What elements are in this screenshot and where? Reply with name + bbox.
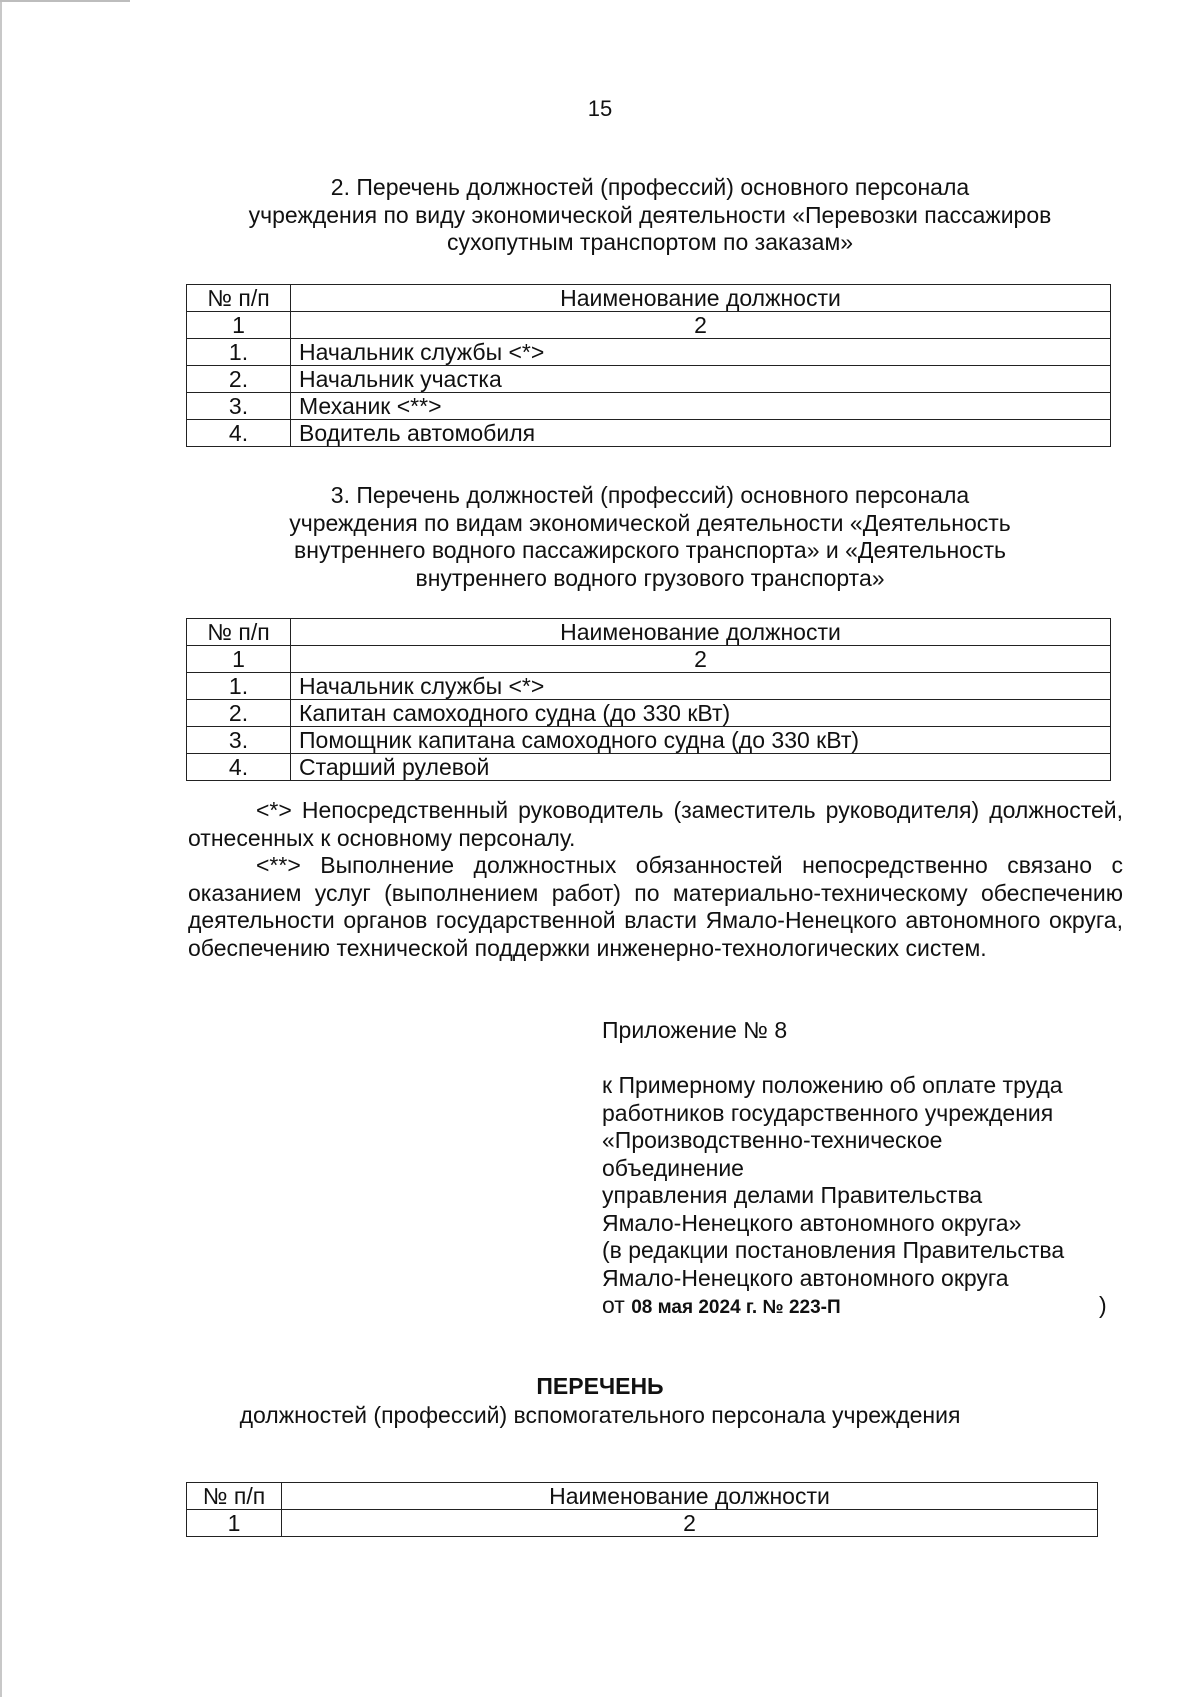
appendix-line: управления делами Правительства bbox=[602, 1182, 983, 1208]
position-name: Водитель автомобиля bbox=[291, 420, 1111, 447]
table-header-row bbox=[187, 1483, 1098, 1510]
footnote-double-asterisk: <**> Выполнение должностных обязанностей непосредственно связано с оказанием услуг (выполнением работ) по материально-техническому обеспечению деятельности органов государственной власти Ямало-Ненецкого автономного округа, обеспечению технической поддержки инженерно-технологических систем. bbox=[188, 852, 1123, 961]
column-header-num: № п/п bbox=[187, 285, 291, 312]
row-number: 1. bbox=[187, 339, 291, 366]
section2-title-line: 2. Перечень должностей (профессий) основного персонала bbox=[330, 174, 970, 200]
appendix-line: Ямало-Ненецкого автономного округа bbox=[602, 1264, 1009, 1291]
section3-title bbox=[186, 482, 1114, 592]
section3-table bbox=[186, 618, 1111, 781]
footnote-single-asterisk: <*> Непосредственный руководитель (заместитель руководителя) должностей, отнесенных к основному персоналу. bbox=[188, 797, 1123, 851]
row-number: 2. bbox=[187, 700, 291, 727]
footnotes bbox=[188, 797, 1123, 962]
appendix-line: «Производственно-техническое bbox=[602, 1127, 943, 1153]
row-number: 3. bbox=[187, 393, 291, 420]
table-row bbox=[187, 366, 1111, 393]
index-cell: 1 bbox=[187, 646, 291, 673]
section2-table bbox=[186, 284, 1111, 447]
position-name: Начальник службы <*> bbox=[291, 339, 1111, 366]
index-cell: 2 bbox=[291, 312, 1111, 339]
page-number: 15 bbox=[587, 96, 613, 121]
section2-title-line: сухопутным транспортом по заказам» bbox=[446, 229, 854, 255]
row-number: 4. bbox=[187, 754, 291, 781]
date-prefix: от bbox=[602, 1292, 625, 1318]
section3-title-line: учреждения по видам экономической деятельности «Деятельность bbox=[289, 509, 1011, 536]
position-name: Старший рулевой bbox=[291, 754, 1111, 781]
table-header-row bbox=[187, 285, 1111, 312]
position-name: Начальник службы <*> bbox=[291, 673, 1111, 700]
scan-top-mark bbox=[0, 0, 130, 2]
section2-title bbox=[186, 174, 1114, 257]
perechen-table bbox=[186, 1482, 1098, 1537]
index-cell: 2 bbox=[291, 646, 1111, 673]
index-cell: 2 bbox=[282, 1510, 1098, 1537]
appendix-line: (в редакции постановления Правительства bbox=[602, 1237, 1065, 1263]
appendix-date-line bbox=[602, 1292, 1162, 1322]
table-row bbox=[187, 700, 1111, 727]
column-header-name: Наименование должности bbox=[291, 619, 1111, 646]
row-number: 4. bbox=[187, 420, 291, 447]
table-index-row bbox=[187, 646, 1111, 673]
index-cell: 1 bbox=[187, 312, 291, 339]
table-row bbox=[187, 754, 1111, 781]
column-header-name: Наименование должности bbox=[282, 1483, 1098, 1510]
column-header-name: Наименование должности bbox=[291, 285, 1111, 312]
row-number: 3. bbox=[187, 727, 291, 754]
closing-parenthesis: ) bbox=[1099, 1292, 1107, 1318]
section3-title-line: внутреннего водного грузового транспорта» bbox=[415, 564, 885, 591]
perechen-subtitle: должностей (профессий) вспомогательного персонала учреждения bbox=[239, 1402, 961, 1428]
table-row bbox=[187, 420, 1111, 447]
table-index-row bbox=[187, 1510, 1098, 1537]
appendix-line: работников государственного учреждения bbox=[602, 1099, 1054, 1126]
column-header-num: № п/п bbox=[187, 1483, 282, 1510]
table-index-row bbox=[187, 312, 1111, 339]
appendix-line: объединение bbox=[602, 1154, 744, 1181]
perechen-title: ПЕРЕЧЕНЬ bbox=[536, 1373, 664, 1399]
section2-title-line: учреждения по виду экономической деятельности «Перевозки пассажиров bbox=[248, 201, 1052, 228]
position-name: Помощник капитана самоходного судна (до 330 кВт) bbox=[291, 727, 1111, 754]
index-cell: 1 bbox=[187, 1510, 282, 1537]
position-name: Начальник участка bbox=[291, 366, 1111, 393]
table-row bbox=[187, 673, 1111, 700]
position-name: Капитан самоходного судна (до 330 кВт) bbox=[291, 700, 1111, 727]
column-header-num: № п/п bbox=[187, 619, 291, 646]
table-row bbox=[187, 727, 1111, 754]
appendix-label: Приложение № 8 bbox=[602, 1017, 788, 1043]
row-number: 1. bbox=[187, 673, 291, 700]
section3-title-line: 3. Перечень должностей (профессий) основного персонала bbox=[330, 482, 970, 508]
appendix-line: Ямало-Ненецкого автономного округа» bbox=[602, 1209, 1022, 1236]
table-row bbox=[187, 393, 1111, 420]
table-header-row bbox=[187, 619, 1111, 646]
scan-edge-line bbox=[0, 0, 2, 1697]
section3-title-line: внутреннего водного пассажирского транспорта» и «Деятельность bbox=[294, 537, 1006, 563]
position-name: Механик <**> bbox=[291, 393, 1111, 420]
table-row bbox=[187, 339, 1111, 366]
resolution-date-number: 08 мая 2024 г. № 223-П bbox=[631, 1297, 841, 1318]
row-number: 2. bbox=[187, 366, 291, 393]
appendix-line: к Примерному положению об оплате труда bbox=[602, 1072, 1063, 1098]
appendix-reference bbox=[602, 1072, 1162, 1322]
